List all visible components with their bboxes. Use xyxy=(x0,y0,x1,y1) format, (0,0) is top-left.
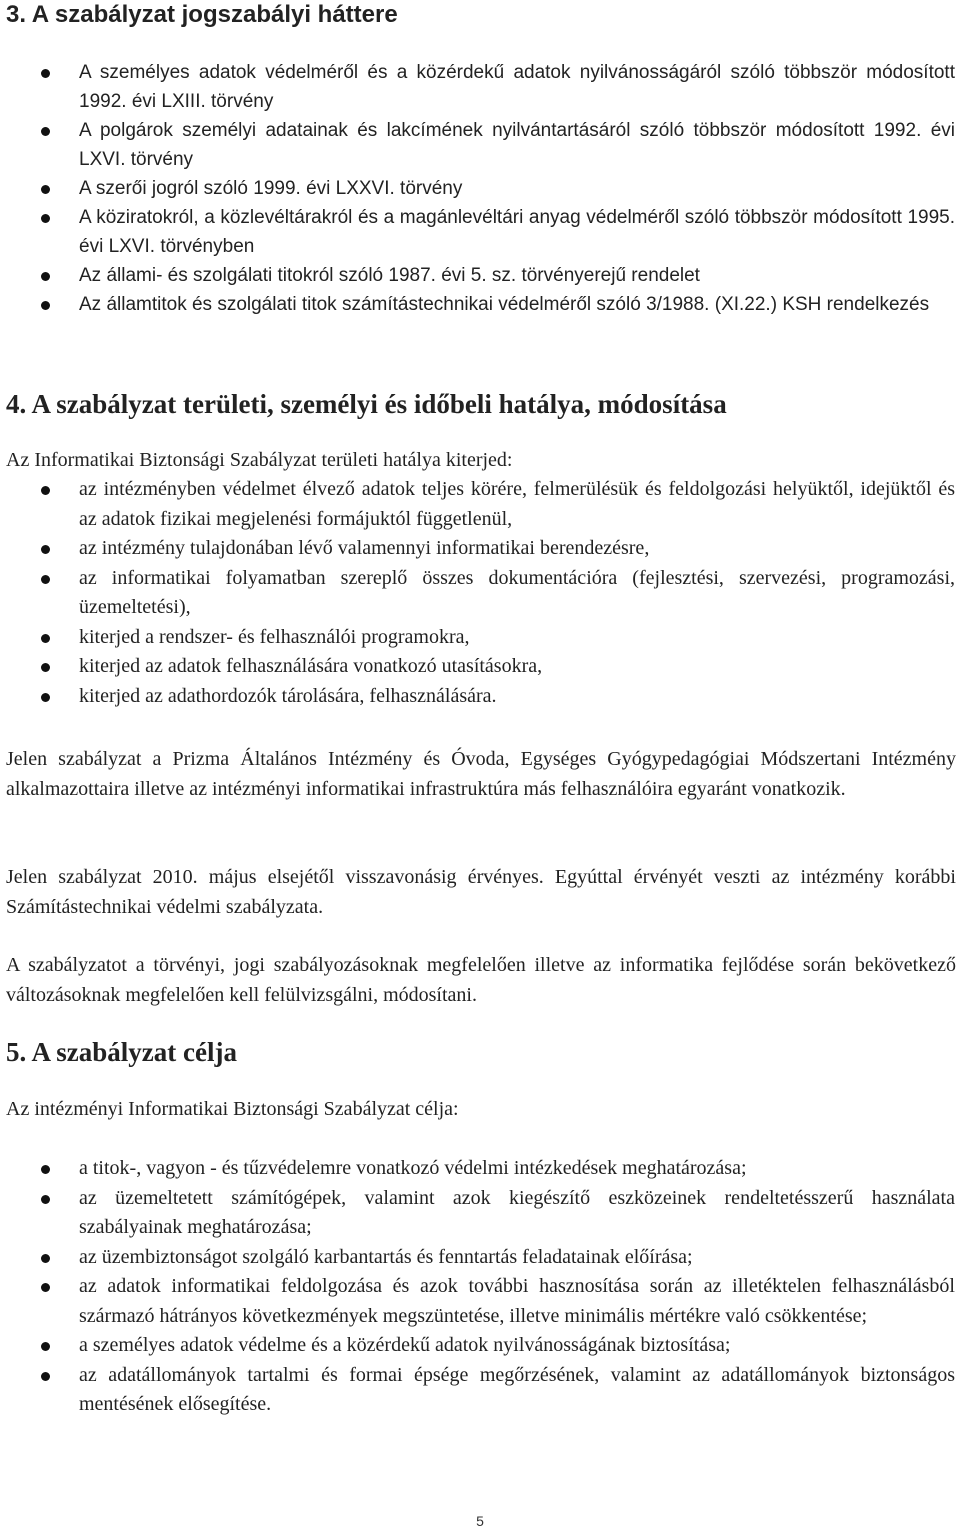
bullet-icon xyxy=(41,663,50,672)
list-item xyxy=(0,534,955,564)
bullet-icon xyxy=(41,1372,50,1381)
purpose-list xyxy=(0,1154,960,1420)
bullet-icon xyxy=(41,69,50,78)
page-number: 5 xyxy=(476,1513,484,1529)
list-item xyxy=(0,290,955,319)
legal-background-list xyxy=(0,58,960,319)
list-item xyxy=(0,1184,955,1243)
list-item xyxy=(0,1243,955,1273)
bullet-icon xyxy=(41,127,50,136)
list-item xyxy=(0,203,955,261)
list-item-text: kiterjed az adatok felhasználására vonatkozó utasításokra, xyxy=(79,655,543,677)
bullet-icon xyxy=(41,1342,50,1351)
list-item xyxy=(0,261,955,290)
list-item xyxy=(0,475,955,534)
list-item-text: az intézményben védelmet élvező adatok teljes körére, felmerülésük és feldolgozási helyüktől, idejüktől és az adatok fizikai megjelenési formájuktól függetlenül, xyxy=(79,478,955,530)
list-item xyxy=(0,564,955,623)
list-item-text: az adatállományok tartalmi és formai épsége megőrzésének, valamint az adatállományok biztonságos mentésének elősegítése. xyxy=(79,1363,955,1415)
list-item xyxy=(0,1154,955,1184)
section-4-heading: 4. A szabályzat területi, személyi és időbeli hatálya, módosítása xyxy=(6,389,727,419)
bullet-icon xyxy=(41,1254,50,1263)
bullet-icon xyxy=(41,1195,50,1204)
list-item xyxy=(0,682,955,712)
list-item xyxy=(0,1331,955,1361)
bullet-icon xyxy=(41,575,50,584)
list-item xyxy=(0,652,955,682)
section-3-heading: 3. A szabályzat jogszabályi háttere xyxy=(6,1,398,28)
bullet-icon xyxy=(41,1165,50,1174)
list-item xyxy=(0,1361,955,1420)
list-item-text: kiterjed a rendszer- és felhasználói programokra, xyxy=(79,625,470,648)
list-item-text: az intézmény tulajdonában lévő valamennyi informatikai berendezésre, xyxy=(79,537,650,559)
bullet-icon xyxy=(41,634,50,643)
bullet-icon xyxy=(41,1283,50,1292)
list-item-text: az üzemeltetett számítógépek, valamint azok kiegészítő eszközeinek rendeltetésszerű használata szabályainak meghatározása; xyxy=(79,1186,955,1238)
list-item xyxy=(0,58,955,116)
list-item xyxy=(0,116,955,174)
list-item-text: kiterjed az adathordozók tárolására, felhasználására. xyxy=(79,684,497,707)
bullet-icon xyxy=(41,545,50,554)
list-item-text: A polgárok személyi adatainak és lakcímének nyilvántartásáról szóló többször módosított 1992. évi LXVI. törvény xyxy=(79,120,955,170)
bullet-icon xyxy=(41,693,50,702)
list-item-text: az adatok informatikai feldolgozása és azok további hasznosítása során az illetéktelen felhasználásból származó hátrányos következmények megszüntetése, illetve minimális mértékre való csökkentése; xyxy=(79,1275,955,1327)
list-item-text: a titok-, vagyon - és tűzvédelemre vonatkozó védelmi intézkedések meghatározása; xyxy=(79,1157,747,1179)
bullet-icon xyxy=(41,301,50,310)
list-item xyxy=(0,623,955,653)
list-item xyxy=(0,174,955,203)
list-item xyxy=(0,1272,955,1331)
list-item-text: a személyes adatok védelme és a közérdekű adatok nyilvánosságának biztosítása; xyxy=(79,1334,731,1356)
list-item-text: az üzembiztonságot szolgáló karbantartás és fenntartás feladatainak előírása; xyxy=(79,1245,693,1268)
revision-paragraph: A szabályzatot a törvényi, jogi szabályozásoknak megfelelően illetve az informatika fejlődése során bekövetkező változásoknak megfelelően kell felülvizsgálni, módosítani. xyxy=(6,954,956,1006)
bullet-icon xyxy=(41,272,50,281)
scope-list xyxy=(0,475,960,711)
list-item-text: A köziratokról, a közlevéltárakról és a magánlevéltári anyag védelméről szóló többször módosított 1995. évi LXVI. törvényben xyxy=(79,207,955,257)
bullet-icon xyxy=(41,486,50,495)
section-5-intro: Az intézményi Informatikai Biztonsági Szabályzat célja: xyxy=(6,1098,459,1120)
bullet-icon xyxy=(41,185,50,194)
bullet-icon xyxy=(41,214,50,223)
list-item-text: A szerői jogról szóló 1999. évi LXXVI. törvény xyxy=(79,178,463,199)
scope-paragraph: Jelen szabályzat a Prizma Általános Intézmény és Óvoda, Egységes Gyógypedagógiai Módszertani Intézmény alkalmazottaira illetve az intézményi informatikai infrastruktúra más felhasználóira egyaránt vonatkozik. xyxy=(6,748,956,800)
section-5-heading: 5. A szabályzat célja xyxy=(6,1037,237,1067)
list-item-text: az informatikai folyamatban szereplő összes dokumentációra (fejlesztési, szervezési, programozási, üzemeltetési), xyxy=(79,566,955,618)
section-4-intro: Az Informatikai Biztonsági Szabályzat területi hatálya kiterjed: xyxy=(6,449,513,471)
validity-paragraph: Jelen szabályzat 2010. május elsejétől visszavonásig érvényes. Egyúttal érvényét veszti az intézmény korábbi Számítástechnikai védelmi szabályzata. xyxy=(6,866,956,918)
list-item-text: A személyes adatok védelméről és a közérdekű adatok nyilvánosságáról szóló többször módosított 1992. évi LXIII. törvény xyxy=(79,62,955,112)
list-item-text: Az államtitok és szolgálati titok számítástechnikai védelméről szóló 3/1988. (XI.22.) KSH rendelkezés xyxy=(79,294,930,315)
list-item-text: Az állami- és szolgálati titokról szóló 1987. évi 5. sz. törvényerejű rendelet xyxy=(79,265,700,286)
